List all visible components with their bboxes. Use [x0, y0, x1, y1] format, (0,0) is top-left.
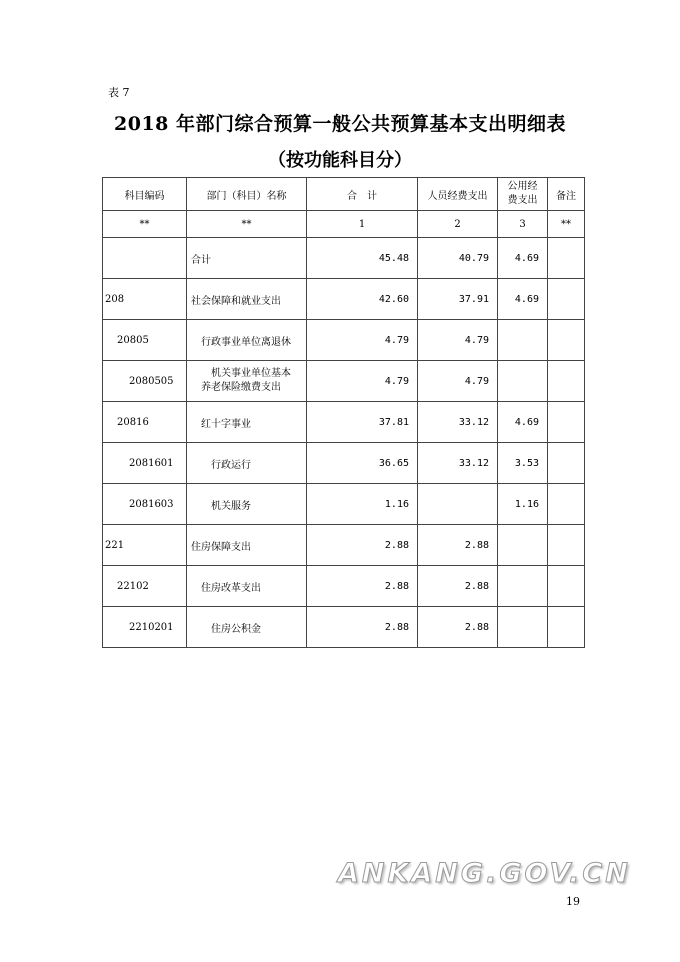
row-total: 36.65	[307, 443, 418, 484]
header-code: 科目编码	[103, 178, 187, 211]
header-public-line1: 公用经	[507, 181, 538, 192]
row-name: 住房改革支出	[187, 566, 307, 607]
table-row	[103, 320, 585, 361]
row-personnel: 2.88	[418, 566, 498, 607]
row-name-line1: 机关事业单位基本	[211, 368, 291, 379]
row-total: 37.81	[307, 402, 418, 443]
row-personnel: 37.91	[418, 279, 498, 320]
row-code: 22102	[103, 566, 187, 607]
mark-code: **	[103, 211, 187, 238]
row-note	[548, 238, 585, 279]
row-name: 红十字事业	[187, 402, 307, 443]
page-title: 2018 年部门综合预算一般公共预算基本支出明细表	[114, 113, 566, 135]
row-note	[548, 443, 585, 484]
table-row	[103, 361, 585, 402]
header-personnel: 人员经费支出	[418, 178, 498, 211]
row-code: 2080505	[103, 361, 187, 402]
header-public-line2: 费支出	[507, 195, 538, 206]
row-note	[548, 525, 585, 566]
page-subtitle: （按功能科目分）	[268, 150, 412, 171]
row-note	[548, 361, 585, 402]
row-personnel: 33.12	[418, 402, 498, 443]
row-public	[498, 361, 548, 402]
row-note	[548, 566, 585, 607]
row-note	[548, 279, 585, 320]
budget-table	[102, 177, 585, 648]
table-row	[103, 279, 585, 320]
row-name: 社会保障和就业支出	[187, 279, 307, 320]
header-name: 部门（科目）名称	[187, 178, 307, 211]
mark-name: **	[187, 211, 307, 238]
row-public	[498, 566, 548, 607]
mark-note: **	[548, 211, 585, 238]
row-personnel: 2.88	[418, 607, 498, 648]
row-total: 42.60	[307, 279, 418, 320]
row-personnel: 40.79	[418, 238, 498, 279]
table-row	[103, 607, 585, 648]
row-name: 机关服务	[187, 484, 307, 525]
row-total: 45.48	[307, 238, 418, 279]
row-public: 3.53	[498, 443, 548, 484]
row-code: 20805	[103, 320, 187, 361]
row-name: 合计	[187, 238, 307, 279]
row-code	[103, 238, 187, 279]
row-name-line2: 养老保险缴费支出	[201, 382, 281, 393]
mark-personnel: 2	[418, 211, 498, 238]
page-number: 19	[566, 895, 580, 908]
mark-total: 1	[307, 211, 418, 238]
row-personnel: 2.88	[418, 525, 498, 566]
row-total: 4.79	[307, 361, 418, 402]
row-note	[548, 320, 585, 361]
row-total: 2.88	[307, 607, 418, 648]
row-public	[498, 607, 548, 648]
row-name: 住房公积金	[187, 607, 307, 648]
row-code: 20816	[103, 402, 187, 443]
row-name: 行政事业单位离退休	[187, 320, 307, 361]
row-code: 208	[103, 279, 187, 320]
row-public: 1.16	[498, 484, 548, 525]
row-personnel: 33.12	[418, 443, 498, 484]
row-name: 行政运行	[187, 443, 307, 484]
row-note	[548, 484, 585, 525]
row-personnel: 4.79	[418, 361, 498, 402]
row-public: 4.69	[498, 402, 548, 443]
header-total: 合 计	[307, 178, 418, 211]
table-row	[103, 525, 585, 566]
table-label: 表 7	[108, 86, 130, 99]
site-watermark: ANKANG.GOV.CN	[338, 858, 631, 889]
row-total: 4.79	[307, 320, 418, 361]
row-personnel	[418, 484, 498, 525]
header-public	[498, 178, 548, 211]
row-name: 住房保障支出	[187, 525, 307, 566]
table-row	[103, 238, 585, 279]
table-row	[103, 484, 585, 525]
column-number-row	[103, 211, 585, 238]
row-total: 1.16	[307, 484, 418, 525]
row-note	[548, 607, 585, 648]
row-personnel: 4.79	[418, 320, 498, 361]
table-row	[103, 443, 585, 484]
table-row	[103, 402, 585, 443]
row-total: 2.88	[307, 566, 418, 607]
row-public: 4.69	[498, 279, 548, 320]
row-public	[498, 320, 548, 361]
row-code: 221	[103, 525, 187, 566]
row-code: 2210201	[103, 607, 187, 648]
row-code: 2081601	[103, 443, 187, 484]
row-total: 2.88	[307, 525, 418, 566]
table-row	[103, 566, 585, 607]
row-public	[498, 525, 548, 566]
header-row	[103, 178, 585, 211]
header-note: 备注	[548, 178, 585, 211]
row-name	[187, 361, 307, 402]
mark-public: 3	[498, 211, 548, 238]
row-public: 4.69	[498, 238, 548, 279]
row-code: 2081603	[103, 484, 187, 525]
row-note	[548, 402, 585, 443]
